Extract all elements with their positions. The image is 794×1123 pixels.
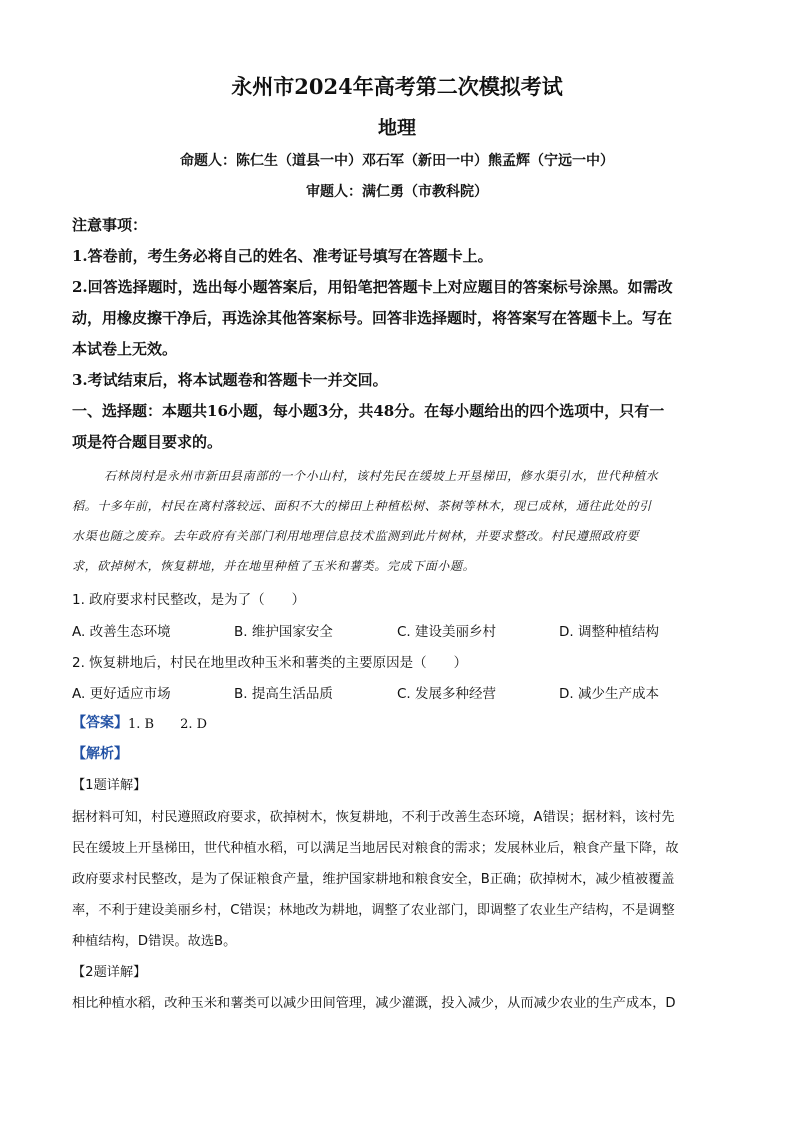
q2-detail-heading: 【2题详解】: [72, 965, 147, 980]
q1-detail-line-4: 率，不利于建设美丽乡村，C错误；林地改为耕地，调整了农业部门，即调整了农业生产结构，不是调整: [72, 903, 675, 918]
q1-detail-line-2: 民在缓坡上开垦梯田，世代种植水稻，可以满足当地居民对粮食的需求；发展林业后，粮食产量下降，故: [72, 841, 679, 856]
question-1-option-b: B. 维护国家安全: [234, 624, 333, 640]
section-heading-line-1: 一、选择题：本题共16小题，每小题3分，共48分。在每小题给出的四个选项中，只有一: [72, 402, 665, 420]
passage-line-4: 求，砍掉树木，恢复耕地，并在地里种植了玉米和薯类。完成下面小题。: [72, 559, 476, 573]
section-heading-line-2: 项是符合题目要求的。: [72, 433, 223, 451]
q1-detail-line-1: 据材料可知，村民遵照政府要求，砍掉树木，恢复耕地，不利于改善生态环境，A错误；据材料，该村先: [72, 810, 675, 825]
notice-item-1: 1.答卷前，考生务必将自己的姓名、准考证号填写在答题卡上。: [72, 247, 493, 265]
q1-detail-line-5: 种植结构，D错误。故选B。: [72, 934, 237, 949]
question-2-option-b: B. 提高生活品质: [234, 686, 333, 702]
question-1-option-a: A. 改善生态环境: [72, 624, 171, 640]
exam-title: 永州市2024年高考第二次模拟考试: [231, 74, 563, 99]
passage-line-3: 水渠也随之废弃。去年政府有关部门利用地理信息技术监测到此片树林，并要求整改。村民遵照政府要: [72, 529, 640, 543]
authors-line: 命题人：陈仁生（道县一中）邓石军（新田一中）熊孟辉（宁远一中）: [180, 153, 614, 169]
notice-item-2-line-3: 本试卷上无效。: [72, 340, 178, 358]
question-1-option-d: D. 调整种植结构: [559, 624, 659, 640]
question-2-option-a: A. 更好适应市场: [72, 686, 171, 702]
notice-heading: 注意事项：: [72, 216, 148, 234]
question-2-stem: 2. 恢复耕地后，村民在地里改种玉米和薯类的主要原因是（ ）: [72, 655, 468, 671]
q1-detail-line-3: 政府要求村民整改，是为了保证粮食产量，维护国家耕地和粮食安全，B正确；砍掉树木，减少植被覆盖: [72, 872, 675, 887]
analysis-label: 【解析】: [72, 746, 128, 762]
notice-item-3: 3.考试结束后，将本试题卷和答题卡一并交回。: [72, 371, 388, 389]
q1-detail-heading: 【1题详解】: [72, 778, 147, 793]
reviewer-line: 审题人：满仁勇（市教科院）: [306, 184, 488, 200]
subject-heading: 地理: [377, 117, 416, 139]
question-2-option-d: D. 减少生产成本: [559, 686, 659, 702]
passage-line-1: 石林岗村是永州市新田县南部的一个小山村，该村先民在缓坡上开垦梯田，修水渠引水，世代种植水: [104, 469, 659, 483]
q2-detail-line-1: 相比种植水稻，改种玉米和薯类可以减少田间管理，减少灌溉，投入减少，从而减少农业的生产成本，D: [72, 996, 676, 1011]
passage-line-2: 稻。十多年前，村民在离村落较远、面积不大的梯田上种植松树、茶树等林木，现已成林，通往此处的引: [72, 499, 652, 513]
question-1-stem: 1. 政府要求村民整改，是为了（ ）: [72, 592, 306, 608]
notice-item-2-line-1: 2.回答选择题时，选出每小题答案后，用铅笔把答题卡上对应题目的答案标号涂黑。如需改: [72, 278, 673, 296]
answer-text: 1. B 2. D: [128, 717, 208, 732]
question-1-option-c: C. 建设美丽乡村: [397, 624, 497, 640]
question-2-option-c: C. 发展多种经营: [397, 686, 497, 702]
notice-item-2-line-2: 动，用橡皮擦干净后，再选涂其他答案标号。回答非选择题时，将答案写在答题卡上。写在: [72, 309, 673, 327]
answer-label: 【答案】: [72, 715, 128, 731]
